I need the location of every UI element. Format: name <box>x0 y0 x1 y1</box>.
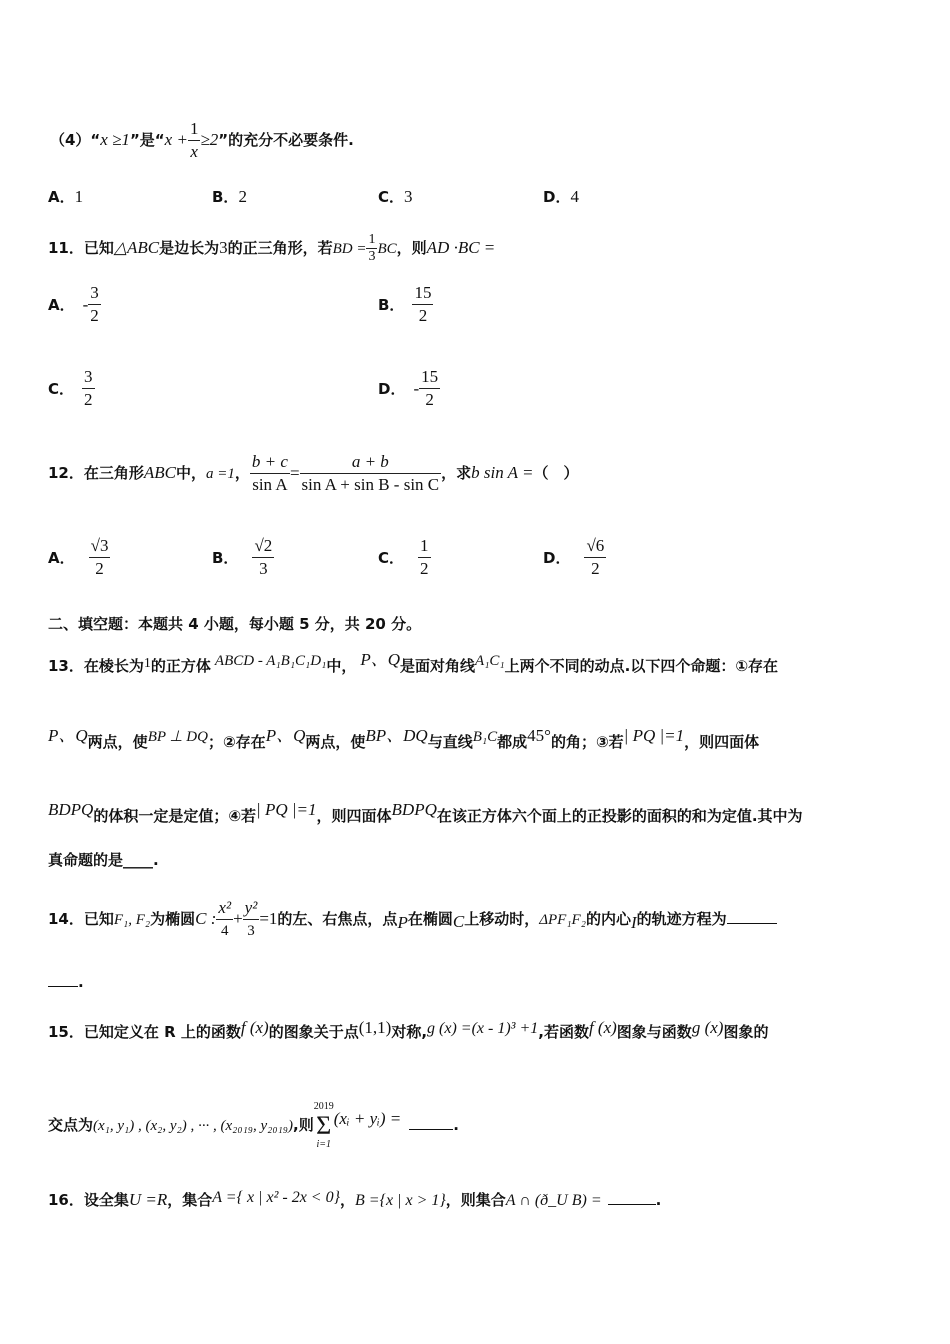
summation: 2019 Σ i=1 <box>313 1100 334 1150</box>
answer-blank[interactable] <box>409 1115 453 1130</box>
q12-stem: 12．在三角形ABC中，a =1， $\frac{b + c}{\text{sin A}}$ = $\frac{a + b}{\text{sin A + sin B - sin C}}$ ，求b sin A =（ ） <box>48 452 579 494</box>
q12-option-a[interactable]: A． $\frac{√3}{2}$ <box>48 536 109 578</box>
answer-blank[interactable] <box>608 1190 656 1205</box>
q13-line4: 真命题的是____. <box>48 851 159 869</box>
q13-line3: BDPQ的体积一定是定值；④若| PQ |=1，则四面体BDPQ在该正方体六个面上的正投影的面积的和为定值.其中为 <box>48 800 803 825</box>
section-heading: 二、填空题：本题共 4 小题，每小题 5 分，共 20 分。 <box>48 615 422 633</box>
q10-option-b[interactable]: B．2 <box>212 187 247 206</box>
dot-product: AD ·BC = <box>426 238 496 257</box>
q11-option-b[interactable]: B． $\frac{15}{2}$ <box>378 283 432 325</box>
q16-stem: 16．设全集U =R，集合A ={ x | x² - 2x < 0}，B ={x | x > 1}，则集合A ∩ (ð_U B) = . <box>48 1189 662 1209</box>
fraction-a-plus-b: $\frac{a + b}{\text{sin A + sin B - sin C}}$ <box>301 452 440 494</box>
q13-line1: 13．在棱长为1的正方体 ABCD - A₁B₁C₁D₁中， P、Q是面对角线A₁C₁上两个不同的动点.以下四个命题：①存在 <box>48 650 779 675</box>
q15-line2: 交点为(x₁, y₁) , (x₂, y₂) , ··· , (x₂₀₁₉, y₂₀₁₉),则 2019 Σ i=1 (xᵢ + yᵢ) = . <box>48 1100 459 1150</box>
answer-blank-cont[interactable] <box>48 972 78 987</box>
q12-option-d[interactable]: D． $\frac{√6}{2}$ <box>543 536 605 578</box>
fraction-one-third: $\frac{1}{3}$ <box>368 232 376 264</box>
q11-option-d[interactable]: D． - $\frac{15}{2}$ <box>378 367 439 409</box>
q14-tail: . <box>48 972 84 992</box>
q10-option-d[interactable]: D．4 <box>543 187 579 206</box>
q13-line2: P、Q两点，使BP ⊥ DQ；②存在P、Q两点，使BP、DQ与直线B₁C都成45°的角；③若| PQ |=1，则四面体 <box>48 726 760 751</box>
q15-line1: 15．已知定义在 R 上的函数f (x)的图象关于点(1,1)对称,g (x) =(x - 1)³ +1,若函数f (x)图象与函数g (x)图象的 <box>48 1018 769 1041</box>
q10-option-c[interactable]: C．3 <box>378 187 413 206</box>
q12-option-b[interactable]: B． $\frac{√2}{3}$ <box>212 536 273 578</box>
q10-option-a[interactable]: A．1 <box>48 187 84 206</box>
cond-a: x ≥1 <box>100 130 130 149</box>
triangle-abc: △ABC <box>113 238 160 257</box>
q11-option-c[interactable]: C． $\frac{3}{2}$ <box>48 367 93 409</box>
q11-option-a[interactable]: A． - $\frac{3}{2}$ <box>48 283 99 325</box>
answer-blank[interactable] <box>727 909 777 924</box>
q12-option-c[interactable]: C． $\frac{1}{2}$ <box>378 536 429 578</box>
fraction-1-over-x: $\frac{1}{x}$ <box>189 119 199 161</box>
q10-item4: （4）“x ≥1”是“x + $\frac{1}{x}$ ≥2”的充分不必要条件. <box>50 119 354 161</box>
q14-stem: 14．已知F₁, F₂为椭圆C : $\frac{\text{x²}}{4}$ + $\frac{\text{y²}}{3}$ =1的左、右焦点，点P在椭圆C上移动时，ΔPF₁F₂的内心I的轨迹方程为 <box>48 896 777 946</box>
q11-stem: 11．已知△ABC是边长为3的正三角形，若BD = $\frac{1}{3}$ BC，则AD ·BC = <box>48 232 496 264</box>
fraction-b-plus-c: $\frac{b + c}{\text{sin A}}$ <box>251 452 288 494</box>
